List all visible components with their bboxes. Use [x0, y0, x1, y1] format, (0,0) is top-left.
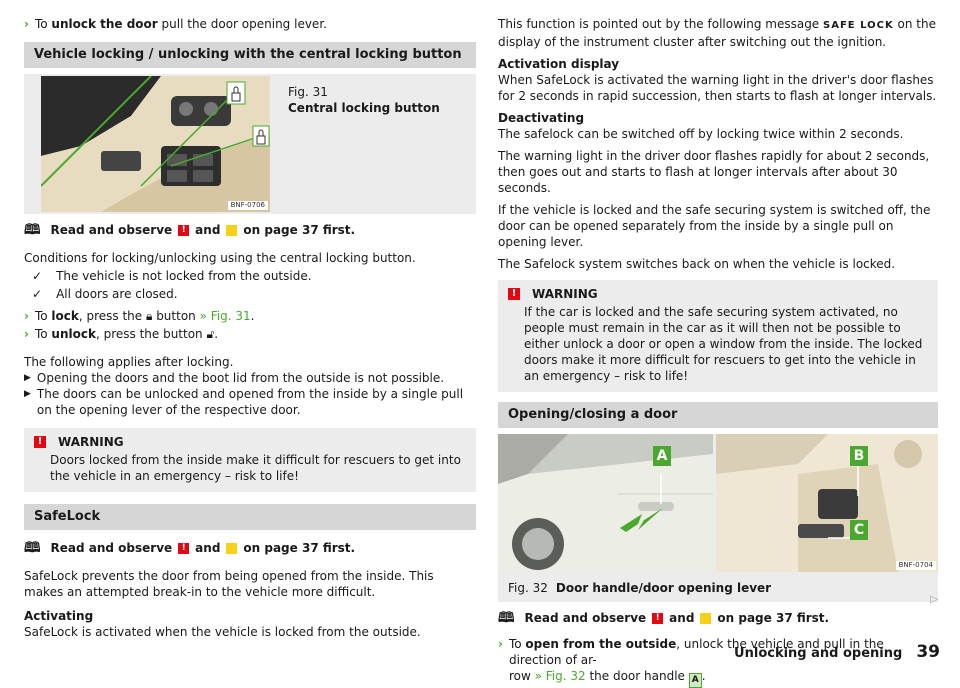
label-a-box: A — [689, 673, 702, 688]
applies-text: The following applies after locking. — [24, 355, 234, 369]
unlock-door-step: › To unlock the door pull the door opening lever. — [24, 17, 327, 31]
page-number: 39 — [916, 642, 940, 662]
callout-c: C — [850, 520, 868, 540]
lock-icon: 🔒︎ — [145, 309, 153, 323]
activating-text: SafeLock is activated when the vehicle is locked from the outside. — [24, 625, 421, 639]
warning-text: If the car is locked and the safe securing system activated, no people must remain in the car as it will then not be possible to either unlock a door or open a window from the inside. The locked doors make it more difficult for rescuers to get into the vehicle in an emergency – risk to life! — [524, 305, 923, 383]
step-arrow-icon: › — [498, 637, 503, 651]
warning-box — [498, 280, 938, 392]
read-and-observe: 🕮 Read and observe ! and on page 37 first. — [498, 610, 830, 626]
figure-32-caption — [508, 580, 771, 596]
warning-icon: ! — [34, 436, 46, 448]
note-symbol-icon — [226, 543, 237, 554]
warning-title: WARNING — [532, 287, 598, 301]
warning-title: WARNING — [58, 435, 124, 449]
warning-text: Doors locked from the inside make it difficult for rescuers to get into the vehicle in an emergency – risk to life! — [50, 453, 461, 483]
footer-chapter-title: Unlocking and opening — [734, 646, 903, 661]
book-icon: 🕮 — [24, 222, 41, 238]
section-title-safelock: SafeLock — [24, 504, 476, 530]
unlock-step: › To unlock, press the button 🔓︎. — [24, 327, 219, 341]
unlock-icon: 🔓︎ — [206, 327, 215, 341]
door-handle-photo — [498, 434, 938, 572]
safelock-message-text: This function is pointed out by the following message SAFE LOCK on the display of the instrument cluster after switching out the ignition. — [498, 17, 937, 49]
read-and-observe: 🕮 Read and observe ! and on page 37 first. — [24, 540, 356, 556]
bullet-item: ▶ Opening the doors and the boot lid from the outside is not possible. — [24, 371, 445, 385]
figure-label: Fig. 31 — [288, 85, 328, 99]
book-icon: 🕮 — [24, 540, 41, 556]
step-arrow-icon: › — [24, 309, 29, 323]
figure-link[interactable]: » Fig. 31 — [199, 309, 251, 323]
safelock-text: SafeLock prevents the door from being opened from the inside. This makes an attempted break-in to the vehicle more difficult. — [24, 569, 434, 599]
locked-text: If the vehicle is locked and the safe securing system is switched off, the door can be opened separately from the inside by a single pull on opening lever. — [498, 203, 931, 249]
activation-text: When SafeLock is activated the warning light in the driver's door flashes for 2 seconds in rapid succession, then starts to flash at longer intervals. — [498, 73, 937, 103]
note-symbol-icon — [226, 225, 237, 236]
open-door-step: › To open from the outside, unlock the vehicle and pull in the direction of ar- row » Fig. 32 the door handle A . — [498, 636, 938, 688]
figure-code: BNF-0704 — [896, 561, 936, 570]
figure-caption: Central locking button — [288, 101, 440, 115]
figure-label: Fig. 32 — [508, 581, 548, 595]
check-icon: ✓ — [32, 287, 43, 301]
flash-text: The warning light in the driver door flashes rapidly for about 2 seconds, then goes out and starts to flash at longer intervals after about 30 seconds. — [498, 149, 930, 195]
deactivating-title: Deactivating — [498, 111, 585, 125]
figure-caption: Door handle/door opening lever — [555, 581, 772, 595]
check-item: ✓ The vehicle is not locked from the outside. — [32, 269, 312, 283]
safelock-switch-text: The Safelock system switches back on when the vehicle is locked. — [498, 257, 896, 271]
figure-link[interactable]: » Fig. 32 — [534, 669, 586, 683]
figure-32 — [498, 434, 938, 602]
bullet-item: ▶ The doors can be unlocked and opened from the inside by a single pull on the opening lever of the respective door. — [24, 387, 464, 417]
book-icon: 🕮 — [498, 610, 515, 626]
figure-31 — [24, 74, 476, 214]
check-icon: ✓ — [32, 269, 43, 283]
triangle-bullet-icon: ▶ — [24, 373, 31, 383]
callout-b: B — [850, 446, 868, 466]
triangle-bullet-icon: ▶ — [24, 389, 31, 399]
warning-icon: ! — [508, 288, 520, 300]
warning-box — [24, 428, 476, 492]
deactivating-text: The safelock can be switched off by locking twice within 2 seconds. — [498, 127, 904, 141]
left-column — [24, 16, 476, 640]
section-title-opening-door: Opening/closing a door — [498, 402, 938, 428]
central-locking-photo — [41, 76, 270, 212]
lock-step: › To lock, press the 🔒︎ button » Fig. 31. — [24, 309, 255, 323]
activation-title: Activation display — [498, 57, 620, 71]
warning-symbol-icon: ! — [652, 613, 663, 624]
check-item: ✓ All doors are closed. — [32, 287, 178, 301]
right-column — [498, 16, 938, 688]
conditions-text: Conditions for locking/unlocking using the central locking button. — [24, 251, 416, 265]
figure-31-caption — [288, 84, 440, 116]
warning-symbol-icon: ! — [178, 543, 189, 554]
continued-arrow-icon: ▷ — [930, 594, 938, 605]
page-footer — [734, 644, 940, 662]
display-message: SAFE LOCK — [823, 20, 894, 31]
note-symbol-icon — [700, 613, 711, 624]
read-and-observe: 🕮 Read and observe ! and on page 37 first. — [24, 222, 356, 238]
figure-code: BNF-0706 — [228, 201, 268, 210]
step-arrow-icon: › — [24, 17, 29, 31]
step-arrow-icon: › — [24, 327, 29, 341]
section-title-central-locking: Vehicle locking / unlocking with the central locking button — [24, 42, 476, 68]
callout-a: A — [653, 446, 671, 466]
activating-title: Activating — [24, 609, 94, 623]
warning-symbol-icon: ! — [178, 225, 189, 236]
